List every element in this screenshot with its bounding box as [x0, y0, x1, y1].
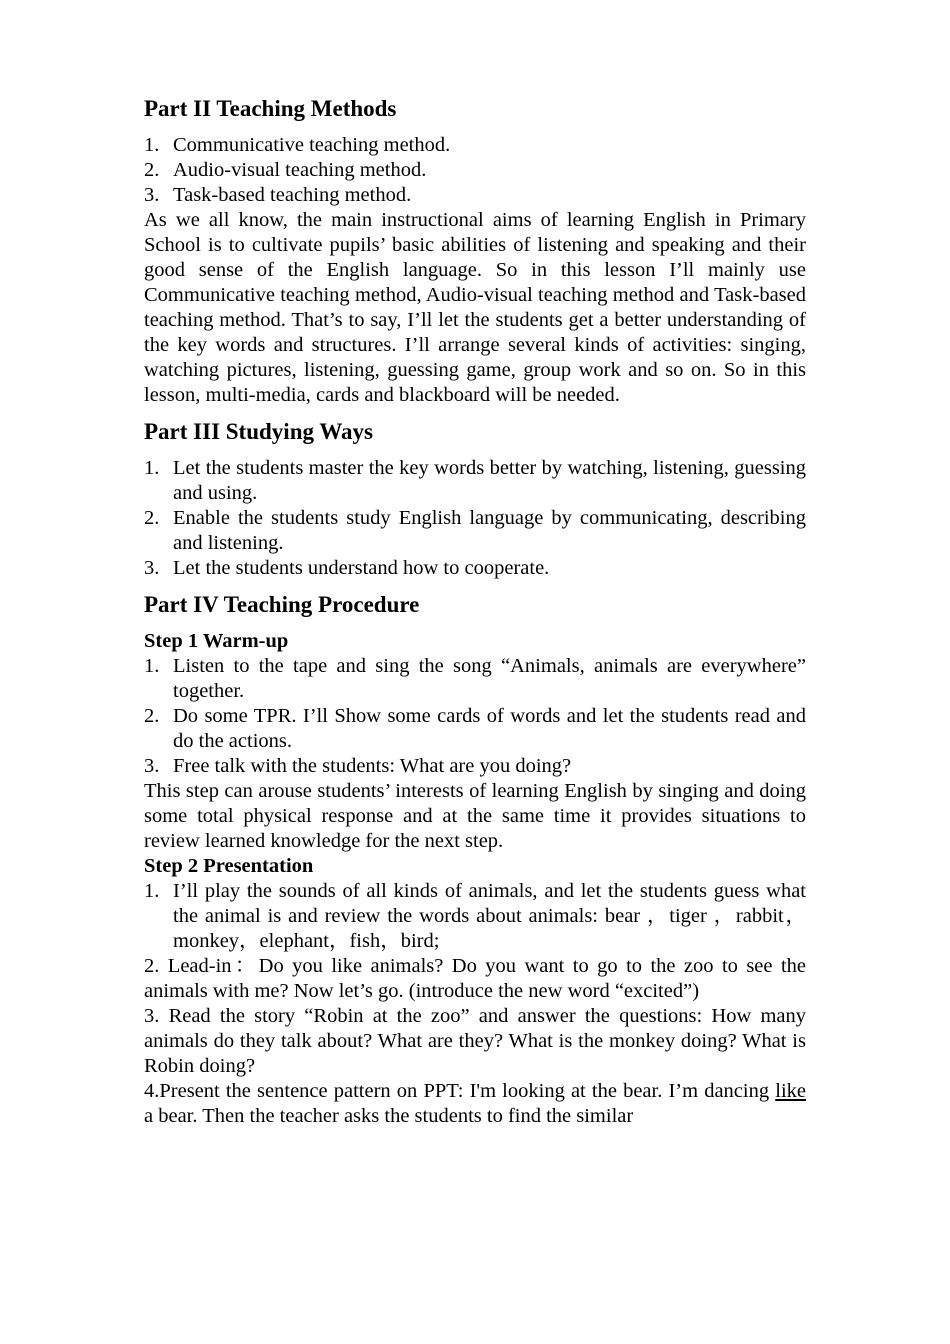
sentence-pattern-text-before: 4.Present the sentence pattern on PPT: I'm looking at the bear. I’m dancing: [144, 1080, 776, 1102]
underlined-word: like: [775, 1080, 806, 1102]
part4-heading: Part IV Teaching Procedure: [144, 592, 420, 617]
lead-in-paragraph: 2. Lead-in：Do you like animals? Do you want to go to the zoo to see the animals with me? Now let’s go. (introduce the new word “excited”): [144, 955, 806, 1002]
list-text: Free talk with the students: What are you doing?: [173, 755, 572, 777]
warm-up-paragraph: This step can arouse students’ interests of learning English by singing and doing some total physical response and at the same time it provides situations to review learned knowledge for the next step.: [144, 780, 806, 852]
list-number: 3.: [144, 557, 160, 579]
list-item: [144, 556, 806, 581]
methods-paragraph: As we all know, the main instructional aims of learning English in Primary School is to cultivate pupils’ basic abilities of listening and speaking and their good sense of the English language. So in this lesson I’ll mainly use Communicative teaching method, Audio-visual teaching method and Task-based teaching method. That’s to say, I’ll let the students get a better understanding of the key words and structures. I’ll arrange several kinds of activities: singing, watching pictures, listening, guessing game, group work and so on. So in this lesson, multi-media, cards and blackboard will be needed.: [144, 209, 806, 406]
presentation-list: [144, 879, 806, 954]
list-text: I’ll play the sounds of all kinds of animals, and let the students guess what the animal is and review the words about animals: bear ，tiger ，rabbit，monkey，elephant，fish，bird;: [173, 880, 806, 952]
list-item: [144, 506, 806, 556]
part3-heading: Part III Studying Ways: [144, 419, 374, 444]
sentence-pattern-paragraph: [144, 1079, 806, 1129]
list-number: 1.: [144, 457, 160, 479]
story-paragraph: 3. Read the story “Robin at the zoo” and answer the questions: How many animals do they talk about? What are they? What is the monkey doing? What is Robin doing?: [144, 1005, 806, 1077]
list-number: 2.: [144, 159, 160, 181]
list-number: 3.: [144, 184, 160, 206]
warm-up-list: [144, 654, 806, 779]
list-number: 3.: [144, 755, 160, 777]
list-item: [144, 879, 806, 954]
list-item: [144, 754, 806, 779]
list-item: [144, 183, 806, 208]
step2-title: Step 2 Presentation: [144, 855, 314, 877]
teaching-methods-list: [144, 133, 806, 208]
list-text: Let the students understand how to cooperate.: [173, 557, 550, 579]
list-text: Listen to the tape and sing the song “Animals, animals are everywhere” together.: [173, 655, 806, 702]
list-text: Enable the students study English language by communicating, describing and listening.: [173, 507, 806, 554]
list-text: Audio-visual teaching method.: [173, 159, 427, 181]
list-item: [144, 654, 806, 704]
document-page: [144, 95, 806, 1129]
list-number: 2.: [144, 507, 160, 529]
list-text: Communicative teaching method.: [173, 134, 451, 156]
list-number: 1.: [144, 655, 160, 677]
studying-ways-list: [144, 456, 806, 581]
step1-title: Step 1 Warm-up: [144, 630, 289, 652]
list-text: Let the students master the key words better by watching, listening, guessing and using.: [173, 457, 806, 504]
list-item: [144, 133, 806, 158]
list-number: 1.: [144, 880, 160, 902]
list-number: 2.: [144, 705, 160, 727]
list-number: 1.: [144, 134, 160, 156]
list-item: [144, 704, 806, 754]
part2-heading: Part II Teaching Methods: [144, 96, 397, 121]
list-item: [144, 456, 806, 506]
list-text: Do some TPR. I’ll Show some cards of words and let the students read and do the actions.: [173, 705, 806, 752]
sentence-pattern-text-after: a bear. Then the teacher asks the students to find the similar: [144, 1105, 634, 1127]
list-text: Task-based teaching method.: [173, 184, 412, 206]
list-item: [144, 158, 806, 183]
